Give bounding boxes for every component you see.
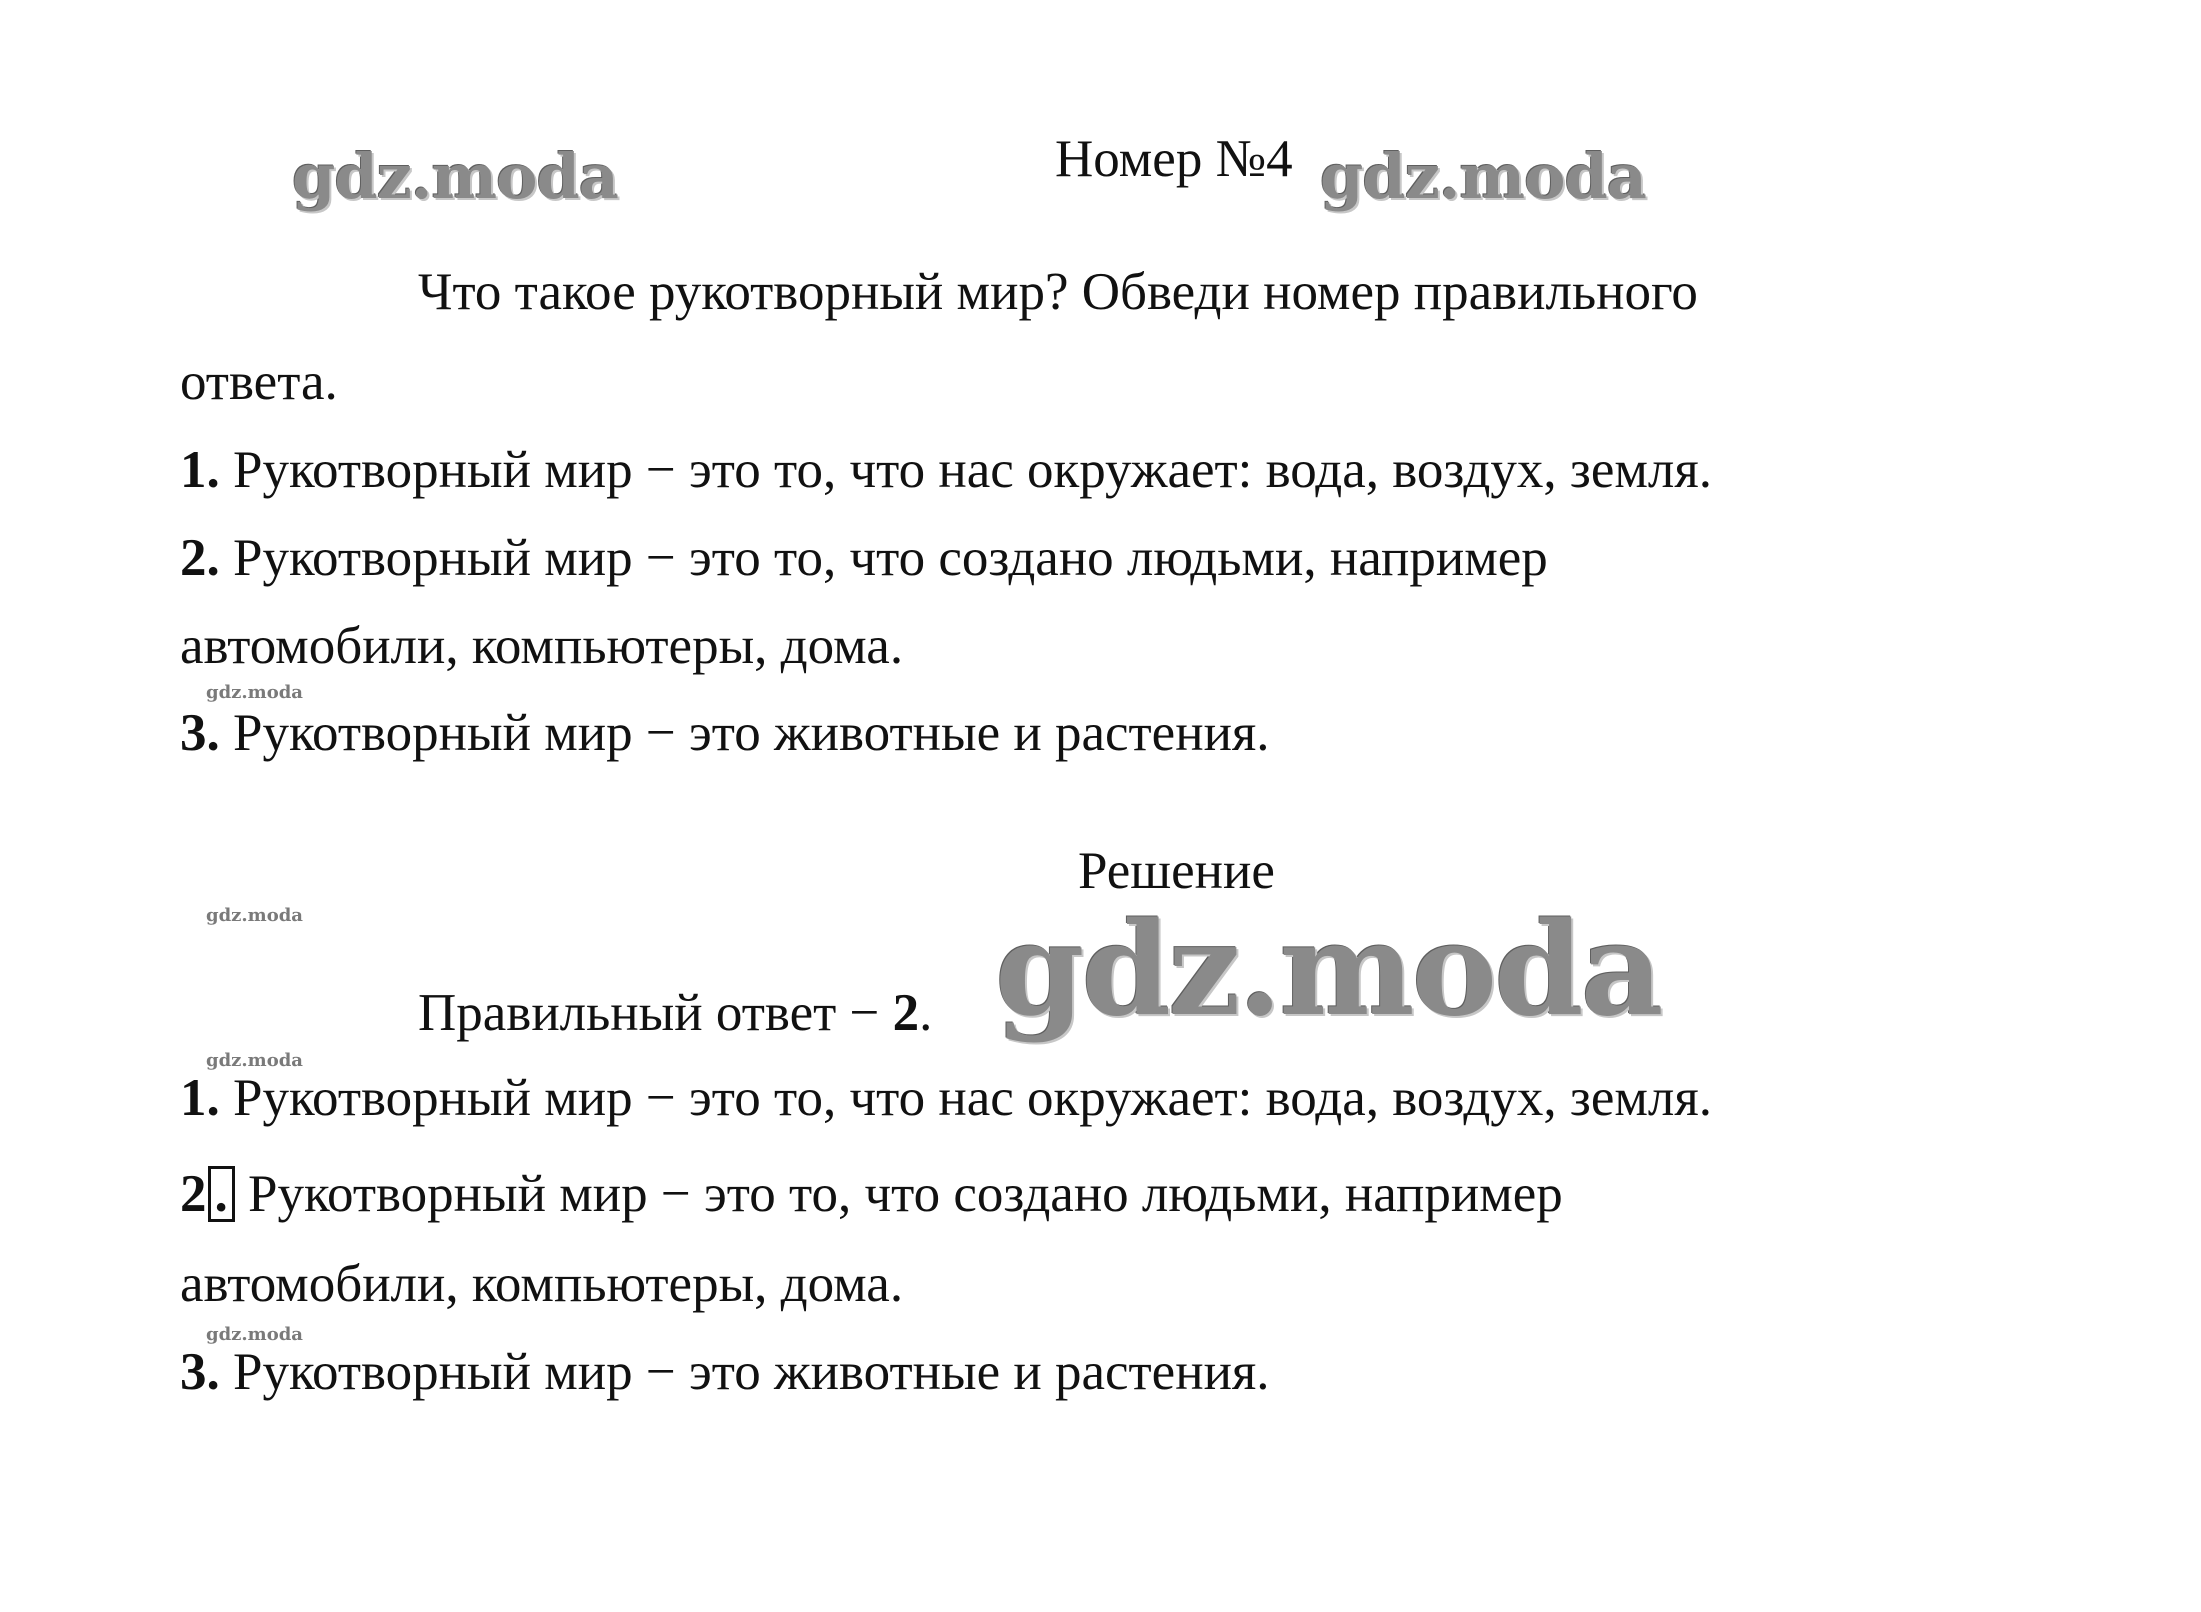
option-number: 1. <box>180 441 220 499</box>
option-2 <box>180 529 1548 587</box>
answer-suffix: . <box>919 984 933 1042</box>
option-number: 3. <box>180 704 220 762</box>
option-3 <box>180 704 1270 762</box>
question-line-1: Что такое рукотворный мир? Обведи номер правильного <box>418 263 1698 321</box>
option-number: 2 <box>180 1165 207 1223</box>
answer-prefix: Правильный ответ − <box>418 984 893 1042</box>
option-text: Рукотворный мир − это животные и растения. <box>219 1343 1270 1401</box>
option-text: Рукотворный мир − это то, что создано людьми, например <box>234 1165 1563 1223</box>
watermark-top-right: gdz.moda <box>1320 140 1646 213</box>
watermark-top-left: gdz.moda <box>292 140 618 213</box>
solution-option-1 <box>180 1069 1712 1127</box>
solution-heading: Решение <box>1078 842 1275 900</box>
option-2-continuation: автомобили, компьютеры, дома. <box>180 617 904 675</box>
watermark-small-4: gdz.moda <box>206 1324 303 1345</box>
question-line-2: ответа. <box>180 353 338 411</box>
watermark-solution: gdz.moda <box>995 895 1661 1045</box>
option-number: 3. <box>180 1343 220 1401</box>
solution-option-2 <box>180 1166 1563 1222</box>
page-title: Номер №4 <box>1055 130 1293 188</box>
option-number: 2. <box>180 529 220 587</box>
option-text: Рукотворный мир − это то, что нас окружает: вода, воздух, земля. <box>219 1069 1712 1127</box>
solution-option-3 <box>180 1343 1270 1401</box>
watermark-small-1: gdz.moda <box>206 682 303 703</box>
answer-value: 2 <box>892 984 920 1042</box>
option-text: Рукотворный мир − это то, что нас окружает: вода, воздух, земля. <box>219 441 1712 499</box>
watermark-small-3: gdz.moda <box>206 1050 303 1071</box>
solution-option-2-continuation: автомобили, компьютеры, дома. <box>180 1255 904 1313</box>
option-1 <box>180 441 1712 499</box>
selected-answer-mark: . <box>208 1166 235 1222</box>
watermark-small-2: gdz.moda <box>206 905 303 926</box>
option-text: Рукотворный мир − это животные и растения. <box>219 704 1270 762</box>
option-text: Рукотворный мир − это то, что создано людьми, например <box>219 529 1548 587</box>
option-number: 1. <box>180 1069 220 1127</box>
solution-answer <box>418 984 933 1042</box>
